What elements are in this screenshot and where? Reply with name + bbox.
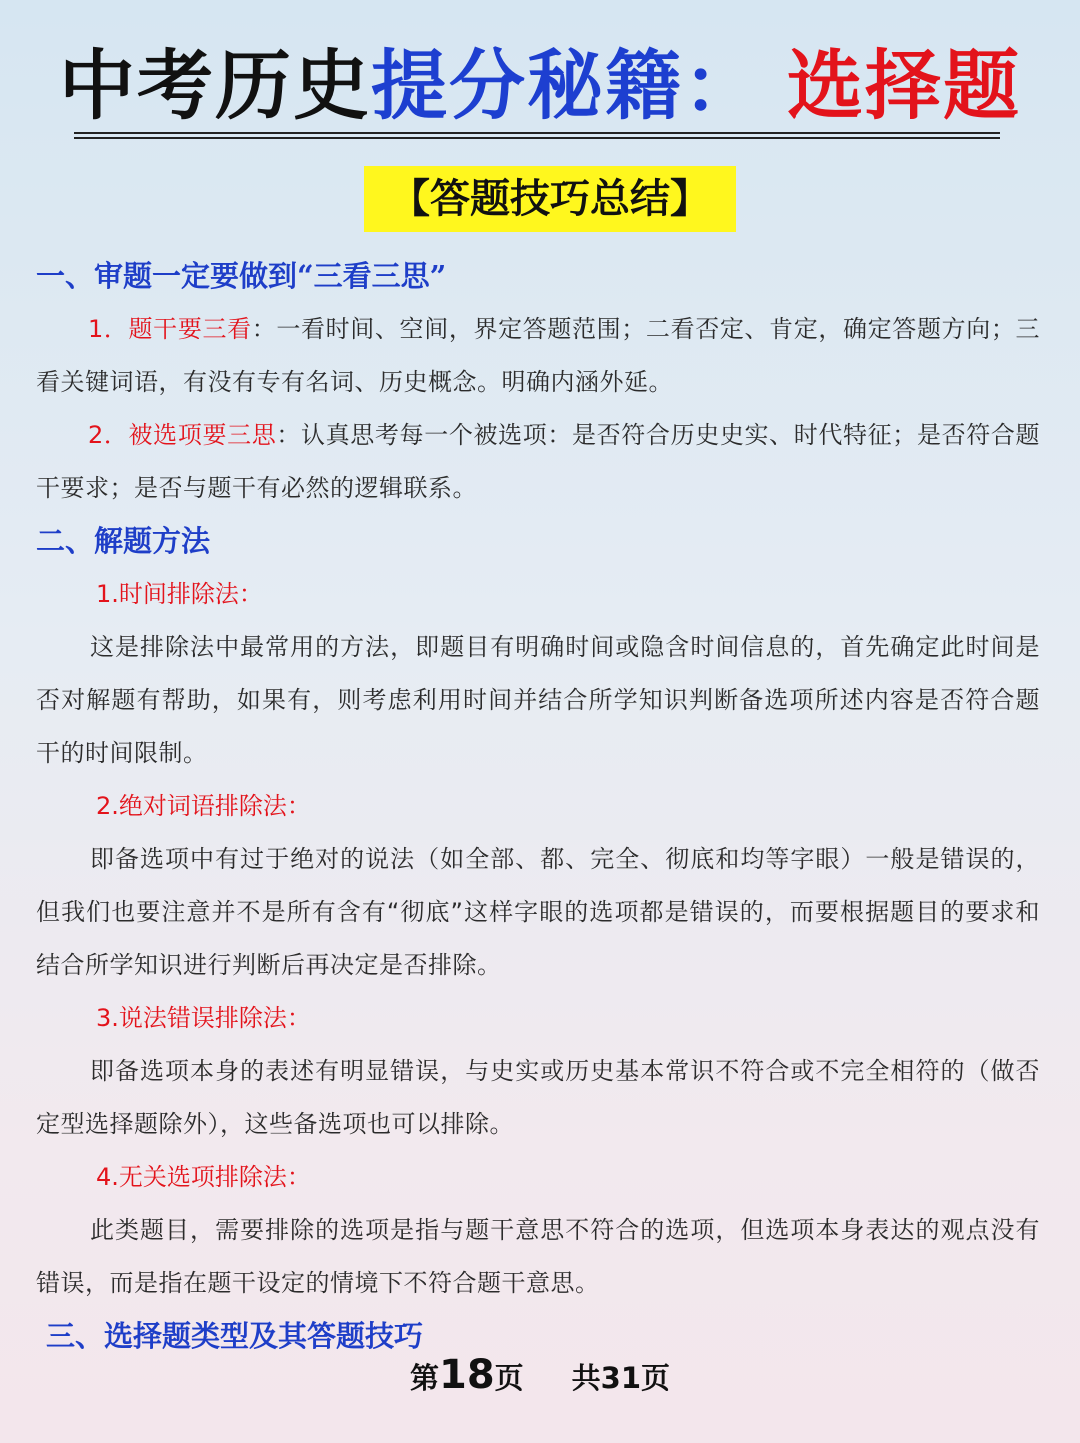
- section-1-item-1: [36, 303, 1040, 409]
- section-1-item-2: [36, 409, 1040, 515]
- title-underline: [74, 132, 1000, 134]
- method-1-text: 这是排除法中最常用的方法，即题目有明确时间或隐含时间信息的，首先确定此时间是否对解题有帮助，如果有，则考虑利用时间并结合所学知识判断备选项所述内容是否符合题干的时间限制。: [36, 633, 1040, 767]
- item-1-label: 1．题干要三看: [88, 315, 252, 343]
- current-page-number: 18: [438, 1352, 495, 1398]
- article-body: [36, 250, 1040, 1363]
- method-3-text: 即备选项本身的表述有明显错误，与史实或历史基本常识不符合或不完全相符的（做否定型选择题除外），这些备选项也可以排除。: [36, 1057, 1040, 1138]
- page-indicator: [0, 1352, 1080, 1398]
- method-1-title: 1.时间排除法：: [96, 580, 263, 608]
- title-part-1: 中考历史: [59, 41, 371, 130]
- section-1-heading: 一、审题一定要做到“三看三思”: [36, 259, 447, 293]
- method-4-text: 此类题目，需要排除的选项是指与题干意思不符合的选项，但选项本身表达的观点没有错误，而是指在题干设定的情境下不符合题干意思。: [36, 1216, 1040, 1297]
- method-2-text: 即备选项中有过于绝对的说法（如全部、都、完全、彻底和均等字眼）一般是错误的，但我们也要注意并不是所有含有“彻底”这样字眼的选项都是错误的，而要根据题目的要求和结合所学知识进行判断后再决定是否排除。: [36, 845, 1040, 979]
- title-part-3: 选择题: [787, 41, 1021, 130]
- item-1-text: ：一看时间、空间，界定答题范围；二看否定、肯定，确定答题方向；三看关键词语，有没有专有名词、历史概念。明确内涵外延。: [36, 315, 1040, 396]
- page-prefix: 第: [409, 1361, 439, 1395]
- title-underline-2: [74, 137, 1000, 139]
- subtitle-banner: 【答题技巧总结】: [364, 166, 736, 232]
- page-suffix: 页: [494, 1361, 524, 1395]
- total-pages: 共31页: [571, 1361, 671, 1395]
- method-4-title: 4.无关选项排除法：: [96, 1163, 311, 1191]
- section-3-heading: 三、选择题类型及其答题技巧: [46, 1319, 424, 1353]
- item-2-text: ：认真思考每一个被选项：是否符合历史史实、时代特征；是否符合题干要求；是否与题干有必然的逻辑联系。: [36, 421, 1040, 502]
- section-2-heading: 二、解题方法: [36, 524, 211, 558]
- item-2-label: 2．被选项要三思: [88, 421, 277, 449]
- method-3-title: 3.说法错误排除法：: [96, 1004, 311, 1032]
- title-part-2: 提分秘籍：: [371, 41, 761, 130]
- page-title: [0, 41, 1080, 130]
- method-2-title: 2.绝对词语排除法：: [96, 792, 311, 820]
